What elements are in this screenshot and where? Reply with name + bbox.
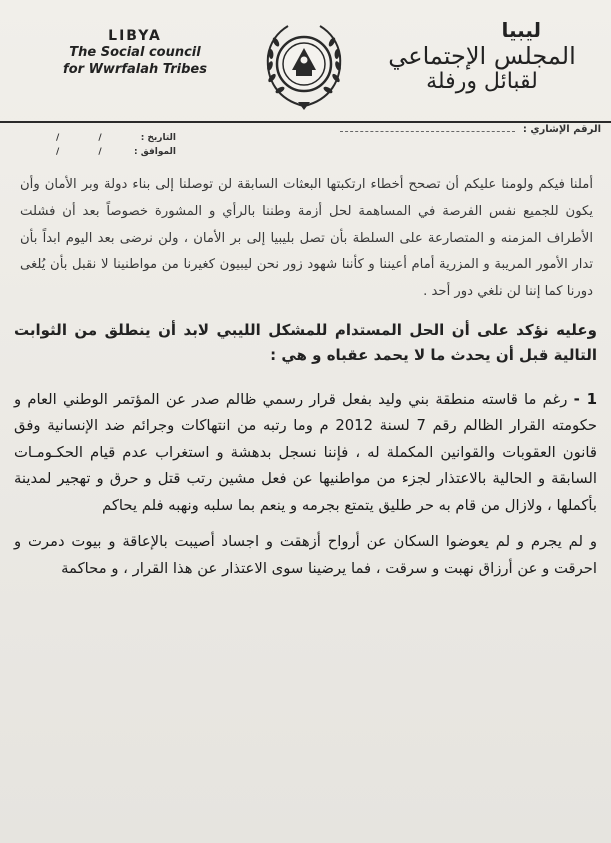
date-label: التاريخ : [140, 133, 176, 143]
corresponding-date-label: الموافق : [134, 147, 176, 157]
arabic-letterhead [387, 18, 577, 94]
list-item-1-continued: و لم يجرم و لم يعوضوا السكان عن أرواح أزهقت و اجساد أصيبت بالإعاقة و بيوت دمرت و احرقت و عن أرزاق نهبت و سرقت ، فما يرضينا سوى الاعتذار عن هذا القرار ، و محاكمة [14, 533, 597, 577]
date-block [56, 131, 176, 159]
paragraph-hope: أملنا فيكم ولومنا عليكم أن تصحح أخطاء ارتكبتها البعثات السابقة لن توصلنا إلى بناء دولة وبر الأمان وأن يكون للجميع نفس الفرصة في المساهمة لحل أزمة وطننا بالرأي و المشورة خصوصاً بعد أن فشلت الأطراف المزمنه و المتصارعة على السلطة بأن تصل بليبيا إلى بر الأمان ، ولن نرضى بعد اليوم ابداً بأن تدار الأمور المريبة و المزرية أمام أعيننا و كأننا شهود زور نحن ليبيون كغيرنا من مواطنينا لا نقبل بأن يُلغى دورنا كما إننا لن نلغي دور أحد . [20, 177, 593, 300]
letterhead-council-ar: المجلس الإجتماعي [388, 42, 576, 70]
letterhead-council-en: The Social council [69, 45, 201, 60]
paragraph-conclusion-text: نؤكد على أن الحل المستدام للمشكل الليبي لابد أن ينطلق من الثوابت التالية قبل أن يحدث ما لا يحمد عقباه و هي : [14, 320, 597, 364]
letterhead-country-en: LIBYA [108, 28, 162, 44]
letterhead-country-ar: ليبيا [501, 18, 541, 42]
date-value: / / [56, 133, 120, 143]
reference-number-field [340, 131, 515, 132]
list-item-1 [14, 386, 597, 520]
letterhead-tribes-en: for Wwrfalah Tribes [63, 62, 207, 77]
header-divider [0, 121, 611, 123]
corresponding-date-value: / / [56, 147, 120, 157]
letter-body [14, 172, 597, 582]
paragraph-conclusion [14, 318, 597, 368]
reference-number-label: الرقم الإشاري : [522, 124, 601, 135]
paragraph-lead-word: وعليه [556, 320, 597, 339]
list-item-text: رغم ما قاسته منطقة بني وليد بفعل قرار رسمي ظالم صدر عن المؤتمر الوطني العام و حكومته القرار الظالم رقم 7 لسنة 2012 م وما رتبه من انتهاكات وجرائم ضد الإنسانية وفق قانون العقوبات والقوانين المكملة له ، فإننا نسجل بدهشة و استغراب عدم قيام الحكـومـات السابقة و الحالية بالاعتذار لجزء من مواطنيها عن فعل مشين رتب قتل و حرق و تهجير لمدينة بأكملها ، ولازال من قام به حر طليق يتمتع بجرمه و ينعم بما سلبه ونهبه فلم يحاكم [14, 390, 598, 514]
list-item-number: 1 - [573, 389, 598, 408]
english-letterhead [30, 28, 240, 78]
council-emblem-icon [258, 20, 350, 112]
letterhead-tribes-ar: لقبائل ورفلة [426, 69, 538, 94]
